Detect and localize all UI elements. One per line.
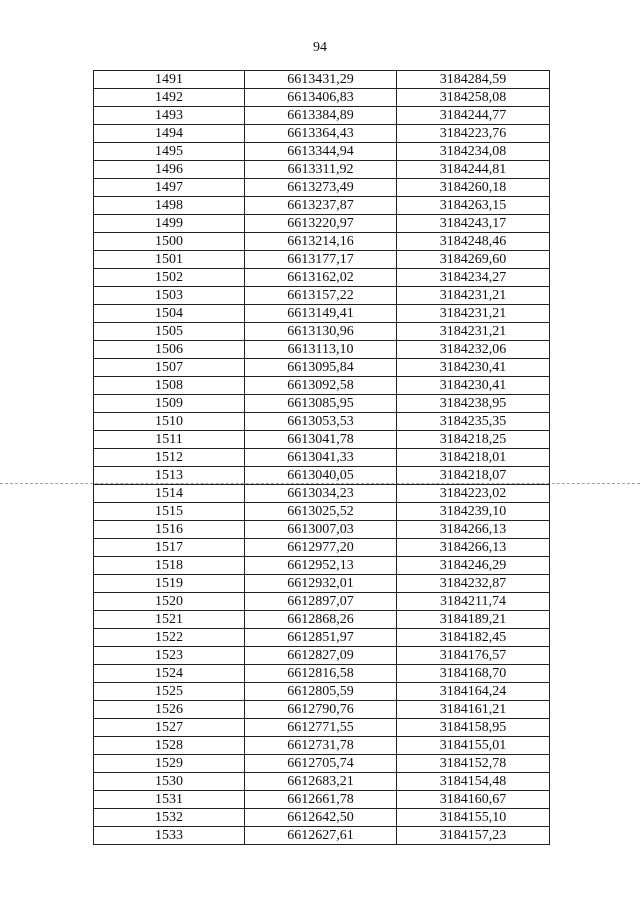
x-coordinate-cell: 6613162,02 bbox=[245, 269, 397, 287]
table-row bbox=[94, 485, 550, 503]
y-coordinate-cell: 3184164,24 bbox=[397, 683, 550, 701]
x-coordinate-cell: 6613431,29 bbox=[245, 71, 397, 89]
table-row bbox=[94, 449, 550, 467]
point-number-cell: 1511 bbox=[94, 431, 245, 449]
point-number-cell: 1524 bbox=[94, 665, 245, 683]
x-coordinate-cell: 6613406,83 bbox=[245, 89, 397, 107]
point-number-cell: 1503 bbox=[94, 287, 245, 305]
point-number-cell: 1529 bbox=[94, 755, 245, 773]
table-row bbox=[94, 431, 550, 449]
point-number-cell: 1515 bbox=[94, 503, 245, 521]
y-coordinate-cell: 3184189,21 bbox=[397, 611, 550, 629]
x-coordinate-cell: 6613177,17 bbox=[245, 251, 397, 269]
x-coordinate-cell: 6613025,52 bbox=[245, 503, 397, 521]
y-coordinate-cell: 3184232,06 bbox=[397, 341, 550, 359]
table-row bbox=[94, 809, 550, 827]
table-row bbox=[94, 125, 550, 143]
x-coordinate-cell: 6613157,22 bbox=[245, 287, 397, 305]
y-coordinate-cell: 3184263,15 bbox=[397, 197, 550, 215]
y-coordinate-cell: 3184244,81 bbox=[397, 161, 550, 179]
y-coordinate-cell: 3184158,95 bbox=[397, 719, 550, 737]
point-number-cell: 1525 bbox=[94, 683, 245, 701]
table-row bbox=[94, 503, 550, 521]
point-number-cell: 1492 bbox=[94, 89, 245, 107]
coordinates-table-body bbox=[94, 71, 550, 845]
page-number: 94 bbox=[313, 40, 327, 55]
x-coordinate-cell: 6613364,43 bbox=[245, 125, 397, 143]
y-coordinate-cell: 3184155,01 bbox=[397, 737, 550, 755]
table-row bbox=[94, 269, 550, 287]
x-coordinate-cell: 6612805,59 bbox=[245, 683, 397, 701]
y-coordinate-cell: 3184230,41 bbox=[397, 377, 550, 395]
table-row bbox=[94, 773, 550, 791]
y-coordinate-cell: 3184238,95 bbox=[397, 395, 550, 413]
table-row bbox=[94, 323, 550, 341]
y-coordinate-cell: 3184168,70 bbox=[397, 665, 550, 683]
y-coordinate-cell: 3184218,25 bbox=[397, 431, 550, 449]
table-row bbox=[94, 251, 550, 269]
y-coordinate-cell: 3184155,10 bbox=[397, 809, 550, 827]
x-coordinate-cell: 6612952,13 bbox=[245, 557, 397, 575]
x-coordinate-cell: 6613034,23 bbox=[245, 485, 397, 503]
table-row bbox=[94, 791, 550, 809]
x-coordinate-cell: 6613113,10 bbox=[245, 341, 397, 359]
table-row bbox=[94, 611, 550, 629]
y-coordinate-cell: 3184234,27 bbox=[397, 269, 550, 287]
table-row bbox=[94, 755, 550, 773]
y-coordinate-cell: 3184266,13 bbox=[397, 521, 550, 539]
point-number-cell: 1533 bbox=[94, 827, 245, 845]
x-coordinate-cell: 6612661,78 bbox=[245, 791, 397, 809]
x-coordinate-cell: 6613237,87 bbox=[245, 197, 397, 215]
x-coordinate-cell: 6613214,16 bbox=[245, 233, 397, 251]
table-row bbox=[94, 287, 550, 305]
y-coordinate-cell: 3184231,21 bbox=[397, 323, 550, 341]
x-coordinate-cell: 6612827,09 bbox=[245, 647, 397, 665]
x-coordinate-cell: 6612790,76 bbox=[245, 701, 397, 719]
table-row bbox=[94, 413, 550, 431]
point-number-cell: 1514 bbox=[94, 485, 245, 503]
y-coordinate-cell: 3184152,78 bbox=[397, 755, 550, 773]
table-row bbox=[94, 683, 550, 701]
y-coordinate-cell: 3184239,10 bbox=[397, 503, 550, 521]
table-row bbox=[94, 71, 550, 89]
point-number-cell: 1505 bbox=[94, 323, 245, 341]
y-coordinate-cell: 3184232,87 bbox=[397, 575, 550, 593]
point-number-cell: 1527 bbox=[94, 719, 245, 737]
y-coordinate-cell: 3184223,02 bbox=[397, 485, 550, 503]
table-row bbox=[94, 377, 550, 395]
table-row bbox=[94, 305, 550, 323]
x-coordinate-cell: 6612851,97 bbox=[245, 629, 397, 647]
x-coordinate-cell: 6612868,26 bbox=[245, 611, 397, 629]
point-number-cell: 1493 bbox=[94, 107, 245, 125]
table-row bbox=[94, 665, 550, 683]
table-row bbox=[94, 647, 550, 665]
x-coordinate-cell: 6613149,41 bbox=[245, 305, 397, 323]
point-number-cell: 1498 bbox=[94, 197, 245, 215]
point-number-cell: 1497 bbox=[94, 179, 245, 197]
y-coordinate-cell: 3184235,35 bbox=[397, 413, 550, 431]
x-coordinate-cell: 6613041,33 bbox=[245, 449, 397, 467]
x-coordinate-cell: 6613130,96 bbox=[245, 323, 397, 341]
y-coordinate-cell: 3184157,23 bbox=[397, 827, 550, 845]
y-coordinate-cell: 3184258,08 bbox=[397, 89, 550, 107]
y-coordinate-cell: 3184284,59 bbox=[397, 71, 550, 89]
table-row bbox=[94, 629, 550, 647]
point-number-cell: 1526 bbox=[94, 701, 245, 719]
point-number-cell: 1491 bbox=[94, 71, 245, 89]
point-number-cell: 1523 bbox=[94, 647, 245, 665]
y-coordinate-cell: 3184230,41 bbox=[397, 359, 550, 377]
y-coordinate-cell: 3184266,13 bbox=[397, 539, 550, 557]
y-coordinate-cell: 3184234,08 bbox=[397, 143, 550, 161]
x-coordinate-cell: 6613311,92 bbox=[245, 161, 397, 179]
x-coordinate-cell: 6612816,58 bbox=[245, 665, 397, 683]
point-number-cell: 1513 bbox=[94, 467, 245, 485]
x-coordinate-cell: 6613085,95 bbox=[245, 395, 397, 413]
table-row bbox=[94, 143, 550, 161]
point-number-cell: 1506 bbox=[94, 341, 245, 359]
table-row bbox=[94, 539, 550, 557]
x-coordinate-cell: 6613095,84 bbox=[245, 359, 397, 377]
y-coordinate-cell: 3184260,18 bbox=[397, 179, 550, 197]
x-coordinate-cell: 6612897,07 bbox=[245, 593, 397, 611]
table-row bbox=[94, 737, 550, 755]
y-coordinate-cell: 3184248,46 bbox=[397, 233, 550, 251]
point-number-cell: 1494 bbox=[94, 125, 245, 143]
point-number-cell: 1496 bbox=[94, 161, 245, 179]
y-coordinate-cell: 3184154,48 bbox=[397, 773, 550, 791]
table-row bbox=[94, 341, 550, 359]
point-number-cell: 1504 bbox=[94, 305, 245, 323]
table-row bbox=[94, 161, 550, 179]
x-coordinate-cell: 6612705,74 bbox=[245, 755, 397, 773]
y-coordinate-cell: 3184223,76 bbox=[397, 125, 550, 143]
table-row bbox=[94, 359, 550, 377]
x-coordinate-cell: 6613040,05 bbox=[245, 467, 397, 485]
table-row bbox=[94, 179, 550, 197]
point-number-cell: 1521 bbox=[94, 611, 245, 629]
x-coordinate-cell: 6613384,89 bbox=[245, 107, 397, 125]
table-row bbox=[94, 233, 550, 251]
y-coordinate-cell: 3184246,29 bbox=[397, 557, 550, 575]
table-row bbox=[94, 197, 550, 215]
x-coordinate-cell: 6612627,61 bbox=[245, 827, 397, 845]
point-number-cell: 1532 bbox=[94, 809, 245, 827]
point-number-cell: 1495 bbox=[94, 143, 245, 161]
point-number-cell: 1530 bbox=[94, 773, 245, 791]
y-coordinate-cell: 3184218,07 bbox=[397, 467, 550, 485]
x-coordinate-cell: 6613273,49 bbox=[245, 179, 397, 197]
point-number-cell: 1502 bbox=[94, 269, 245, 287]
coordinates-table bbox=[93, 70, 550, 845]
point-number-cell: 1517 bbox=[94, 539, 245, 557]
x-coordinate-cell: 6613053,53 bbox=[245, 413, 397, 431]
x-coordinate-cell: 6612771,55 bbox=[245, 719, 397, 737]
table-row bbox=[94, 395, 550, 413]
point-number-cell: 1500 bbox=[94, 233, 245, 251]
table-row bbox=[94, 467, 550, 485]
y-coordinate-cell: 3184211,74 bbox=[397, 593, 550, 611]
table-row bbox=[94, 521, 550, 539]
table-row bbox=[94, 593, 550, 611]
point-number-cell: 1510 bbox=[94, 413, 245, 431]
point-number-cell: 1507 bbox=[94, 359, 245, 377]
x-coordinate-cell: 6613007,03 bbox=[245, 521, 397, 539]
point-number-cell: 1531 bbox=[94, 791, 245, 809]
point-number-cell: 1501 bbox=[94, 251, 245, 269]
y-coordinate-cell: 3184176,57 bbox=[397, 647, 550, 665]
point-number-cell: 1518 bbox=[94, 557, 245, 575]
y-coordinate-cell: 3184269,60 bbox=[397, 251, 550, 269]
x-coordinate-cell: 6613092,58 bbox=[245, 377, 397, 395]
point-number-cell: 1528 bbox=[94, 737, 245, 755]
y-coordinate-cell: 3184182,45 bbox=[397, 629, 550, 647]
x-coordinate-cell: 6612731,78 bbox=[245, 737, 397, 755]
table-row bbox=[94, 701, 550, 719]
x-coordinate-cell: 6613220,97 bbox=[245, 215, 397, 233]
table-row bbox=[94, 719, 550, 737]
x-coordinate-cell: 6612977,20 bbox=[245, 539, 397, 557]
x-coordinate-cell: 6612683,21 bbox=[245, 773, 397, 791]
point-number-cell: 1520 bbox=[94, 593, 245, 611]
table-row bbox=[94, 557, 550, 575]
point-number-cell: 1516 bbox=[94, 521, 245, 539]
table-row bbox=[94, 215, 550, 233]
y-coordinate-cell: 3184218,01 bbox=[397, 449, 550, 467]
y-coordinate-cell: 3184160,67 bbox=[397, 791, 550, 809]
y-coordinate-cell: 3184231,21 bbox=[397, 287, 550, 305]
x-coordinate-cell: 6612932,01 bbox=[245, 575, 397, 593]
x-coordinate-cell: 6613041,78 bbox=[245, 431, 397, 449]
table-row bbox=[94, 107, 550, 125]
table-row bbox=[94, 89, 550, 107]
x-coordinate-cell: 6612642,50 bbox=[245, 809, 397, 827]
point-number-cell: 1509 bbox=[94, 395, 245, 413]
point-number-cell: 1519 bbox=[94, 575, 245, 593]
table-row bbox=[94, 827, 550, 845]
y-coordinate-cell: 3184231,21 bbox=[397, 305, 550, 323]
point-number-cell: 1508 bbox=[94, 377, 245, 395]
y-coordinate-cell: 3184244,77 bbox=[397, 107, 550, 125]
y-coordinate-cell: 3184161,21 bbox=[397, 701, 550, 719]
table-row bbox=[94, 575, 550, 593]
point-number-cell: 1512 bbox=[94, 449, 245, 467]
x-coordinate-cell: 6613344,94 bbox=[245, 143, 397, 161]
point-number-cell: 1522 bbox=[94, 629, 245, 647]
y-coordinate-cell: 3184243,17 bbox=[397, 215, 550, 233]
point-number-cell: 1499 bbox=[94, 215, 245, 233]
